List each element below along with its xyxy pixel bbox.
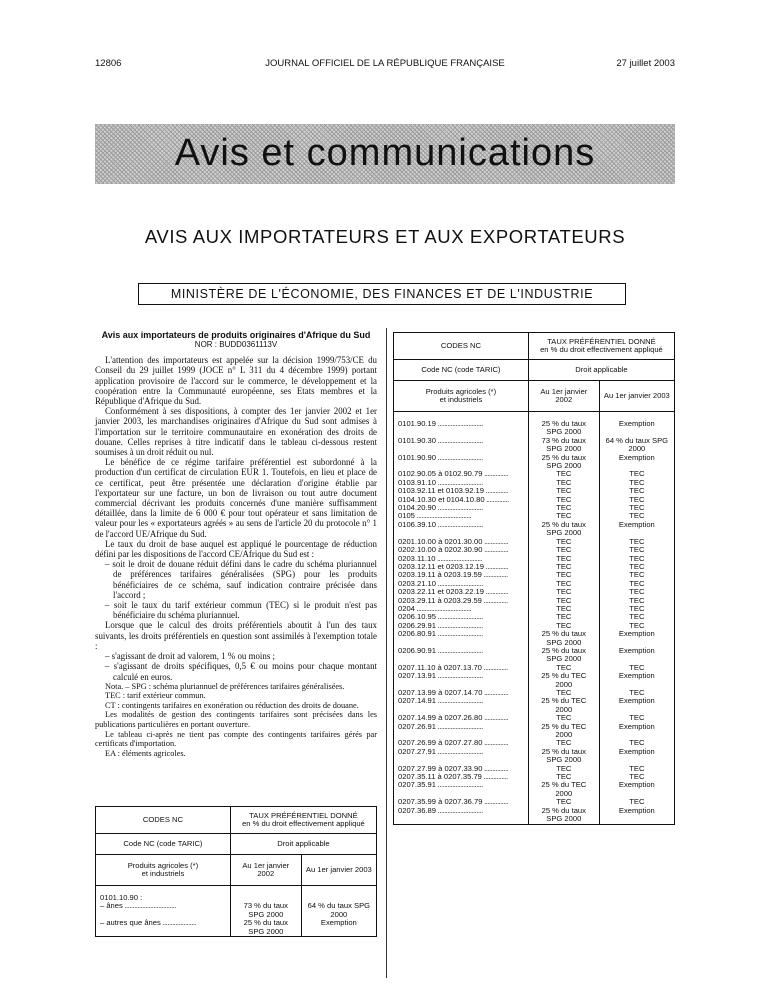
- cell-2002: TEC: [528, 689, 599, 697]
- code-text: 0207.35.11 à 0207.35.79: [398, 773, 482, 782]
- table-header-row: [394, 333, 675, 360]
- header-jan-2002: Au 1er janvier 2002: [528, 381, 599, 412]
- cell-2002: 25 % du TEC 2000: [528, 723, 599, 740]
- header-produits: [96, 855, 231, 886]
- header-produits-line1: Produits agricoles (*): [127, 860, 199, 870]
- cell-code: [394, 555, 529, 563]
- table-row: [394, 807, 675, 824]
- code-text: 0207.26.99 à 0207.27.80: [398, 739, 483, 748]
- table-row: [394, 781, 675, 798]
- issue-date: 27 juillet 2003: [616, 58, 675, 69]
- cell-code: [394, 597, 529, 605]
- cell-code: [394, 739, 529, 747]
- cell-2002: 25 % du taux SPG 2000: [528, 647, 599, 664]
- table-row: [394, 697, 675, 714]
- cell-2002: 73 % du taux SPG 2000: [528, 437, 599, 454]
- cell-2003: TEC: [599, 773, 674, 781]
- code-text: 0101.90.30: [398, 436, 437, 445]
- cell-code: [394, 563, 529, 571]
- cell-2002: TEC: [528, 597, 599, 605]
- cell-2003: TEC: [599, 470, 674, 478]
- table-row: [96, 902, 377, 919]
- leader-dots: ..............: [484, 588, 509, 597]
- code-text: 0203.21.10: [398, 579, 437, 588]
- cell-code: [394, 588, 529, 596]
- paragraph: Conformément à ses dispositions, à compter des 1er janvier 2002 et 1er janvier 2003, les marchandises originaires d'Afrique du Sud sont admises à l'importation sur le territoire communautaire en exonération des droits de douane. Celles reprises à titre indicatif dans le tableau ci-dessous restent soumises à un droit réduit ou nul.: [95, 406, 377, 458]
- cell-2002: TEC: [528, 580, 599, 588]
- leader-dots: ...............: [482, 739, 509, 748]
- cell-2002: TEC: [528, 622, 599, 630]
- cell-code: [394, 613, 529, 621]
- cell-2003: TEC: [599, 664, 674, 672]
- header-taux-line2: en % du droit effectivement appliqué: [242, 819, 365, 828]
- cell-2003: TEC: [599, 689, 674, 697]
- code-text: 0207.27.99 à 0207.33.90: [398, 764, 483, 773]
- cell-2002: TEC: [528, 512, 599, 520]
- note: Le tableau ci-après ne tient pas compte des contingents tarifaires gérés par certificats d'importation.: [95, 729, 377, 749]
- cell-2003: TEC: [599, 580, 674, 588]
- section-banner: [95, 124, 675, 184]
- leader-dots: ..............: [484, 495, 509, 504]
- cell-code: [394, 546, 529, 554]
- cell-2003: Exemption: [599, 672, 674, 689]
- cell-2002: 25 % du TEC 2000: [528, 672, 599, 689]
- leader-dots: ...............: [482, 714, 509, 723]
- cell-code: [394, 538, 529, 546]
- cell-2003: TEC: [599, 613, 674, 621]
- header-produits: [394, 381, 529, 412]
- cell-2002: 73 % du taux SPG 2000: [230, 902, 301, 919]
- leader-dots: ...............: [481, 773, 508, 782]
- cell-code: [394, 496, 529, 504]
- header-jan-2002: Au 1er janvier 2002: [230, 855, 301, 886]
- header-droit: Droit applicable: [230, 834, 376, 855]
- table-row: [394, 521, 675, 538]
- header-droit: Droit applicable: [528, 360, 674, 381]
- code-text: 0204: [398, 604, 415, 613]
- leader-dots: ............................: [436, 520, 483, 529]
- table-row: [394, 630, 675, 647]
- code-text: 0103.92.11 et 0103.92.19: [398, 487, 485, 496]
- table-row: [394, 420, 675, 437]
- cell-code: [394, 521, 529, 538]
- code-text: 0102.90.05 à 0102.90.79: [398, 470, 483, 479]
- header-produits-line1: Produits agricoles (*): [425, 386, 497, 396]
- leader-dots: ...............: [482, 537, 509, 546]
- cell-2003: 64 % du taux SPG 2000: [599, 437, 674, 454]
- cell-code: [394, 798, 529, 806]
- cell-2002: TEC: [528, 765, 599, 773]
- notice-column: [95, 330, 377, 758]
- header-codes: CODES NC: [96, 807, 231, 834]
- cell-2003: TEC: [599, 798, 674, 806]
- cell-2003: TEC: [599, 622, 674, 630]
- cell-2003: TEC: [599, 739, 674, 747]
- cell-2002: TEC: [528, 739, 599, 747]
- header-taux-line1: TAUX PRÉFÉRENTIEL DONNÉ: [249, 810, 358, 820]
- bullet: – soit le taux du tarif extérieur commun (TEC) si le produit n'est pas bénéficiaire du schéma pluriannuel.: [105, 600, 377, 621]
- cell-2002: TEC: [528, 504, 599, 512]
- table-row: [394, 672, 675, 689]
- leader-dots: ...............: [481, 571, 508, 580]
- cell-2002: TEC: [528, 605, 599, 613]
- cell-2002: 25 % du TEC 2000: [528, 781, 599, 798]
- leader-dots: ............................: [436, 722, 483, 731]
- code-text: 0207.13.99 à 0207.14.70: [398, 689, 483, 697]
- leader-dots: ...............: [482, 764, 509, 773]
- cell-2003: Exemption: [599, 781, 674, 798]
- cell-2003: Exemption: [599, 748, 674, 765]
- cell-code: [394, 807, 529, 824]
- cell-code: [394, 664, 529, 672]
- cell-2003: Exemption: [599, 807, 674, 824]
- cell-2002: TEC: [528, 546, 599, 554]
- leader-dots: ............................: [436, 579, 483, 588]
- nor-reference: NOR : BUDD0361113V: [194, 340, 278, 349]
- cell-2002: TEC: [528, 470, 599, 478]
- table-row: [394, 723, 675, 740]
- code-text: 0101.10.90 :: [100, 894, 143, 902]
- cell-2003: TEC: [599, 765, 674, 773]
- leader-dots: ............................: [436, 630, 483, 639]
- table-spacer-row: [96, 886, 377, 895]
- cell-code: [394, 714, 529, 722]
- cell-code: [394, 504, 529, 512]
- page-number: 12806: [95, 58, 122, 69]
- leader-dots: ............................: [436, 646, 483, 655]
- table-row: [394, 454, 675, 471]
- note: TEC : tarif extérieur commun.: [105, 691, 206, 701]
- cell-2003: TEC: [599, 597, 674, 605]
- code-text: 0206.80.91: [398, 630, 437, 639]
- leader-dots: ...............: [482, 470, 509, 479]
- cell-2002: TEC: [528, 773, 599, 781]
- spacer-cell: [230, 886, 301, 895]
- cell-2003: TEC: [599, 496, 674, 504]
- leader-dots: .....................: [160, 919, 197, 928]
- table-row: [96, 919, 377, 936]
- table-header-row: [96, 834, 377, 855]
- cell-2002: 25 % du taux SPG 2000: [528, 521, 599, 538]
- cell-code: [394, 773, 529, 781]
- leader-dots: ..................................: [414, 512, 472, 521]
- leader-dots: ............................: [436, 613, 483, 622]
- table-header-row: [394, 381, 675, 412]
- paragraph: Lorsque que le calcul des droits préférentiels aboutit à l'un des taux suivants, les droits préférentiels en question sont assimilés à l'exemption totale :: [95, 620, 377, 651]
- cell-2003: TEC: [599, 563, 674, 571]
- cell-code: [394, 479, 529, 487]
- cell-2002: TEC: [528, 496, 599, 504]
- cell-code: [394, 630, 529, 647]
- note: EA : éléments agricoles.: [105, 748, 186, 758]
- cell-code: [96, 902, 231, 919]
- cell-2003: TEC: [599, 512, 674, 520]
- code-text: 0101.90.19: [398, 420, 437, 428]
- leader-dots: ............................: [436, 436, 483, 445]
- header-taux: [528, 333, 674, 360]
- code-text: 0203.11.10: [398, 554, 436, 563]
- cell-code: [394, 689, 529, 697]
- cell-code: [394, 454, 529, 471]
- cell-2002: 25 % du taux SPG 2000: [528, 748, 599, 765]
- page-header: [95, 58, 675, 72]
- cell-code: [394, 437, 529, 454]
- cell-2002: TEC: [528, 479, 599, 487]
- code-text: 0207.26.91: [398, 722, 437, 731]
- header-codes: CODES NC: [394, 333, 529, 360]
- code-text: 0106.39.10: [398, 520, 437, 529]
- cell-code: [394, 647, 529, 664]
- leader-dots: ................................: [122, 902, 176, 911]
- cell-2003: TEC: [599, 546, 674, 554]
- leader-dots: ............................: [436, 806, 483, 815]
- cell-code: [394, 420, 529, 437]
- cell-code: [394, 571, 529, 579]
- ministry-box: MINISTÈRE DE L'ÉCONOMIE, DES FINANCES ET DE L'INDUSTRIE: [138, 283, 626, 305]
- cell-2003: Exemption: [599, 647, 674, 664]
- header-taux: [230, 807, 376, 834]
- code-text: 0203.29.11 à 0203.29.59: [398, 596, 482, 605]
- leader-dots: ............................: [436, 781, 483, 790]
- code-text: 0207.14.91: [398, 697, 437, 706]
- cell-code: [394, 580, 529, 588]
- cell-code: [394, 748, 529, 765]
- cell-code: [394, 470, 529, 478]
- leader-dots: ............................: [436, 420, 483, 428]
- cell-code: [394, 512, 529, 520]
- cell-code: [394, 765, 529, 773]
- spacer-cell: [301, 886, 376, 895]
- cell-2003: TEC: [599, 605, 674, 613]
- cell-2002: TEC: [528, 588, 599, 596]
- cell-2003: Exemption: [301, 919, 376, 936]
- code-text: 0207.36.89: [398, 806, 437, 815]
- code-text: – autres que ânes: [100, 919, 161, 928]
- leader-dots: ..................................: [414, 604, 472, 613]
- code-text: 0207.14.99 à 0207.26.80: [398, 714, 483, 723]
- code-text: 0206.90.91: [398, 646, 437, 655]
- code-text: 0206.10.95: [398, 613, 437, 622]
- cell-code: [394, 723, 529, 740]
- leader-dots: ............................: [436, 621, 483, 630]
- tariff-table-left: [95, 806, 377, 937]
- bullet: – s'agissant de droits spécifiques, 0,5 € ou moins pour chaque montant calculé en euros.: [105, 661, 377, 682]
- cell-2003: Exemption: [599, 454, 674, 471]
- journal-title: JOURNAL OFFICIEL DE LA RÉPUBLIQUE FRANÇAISE: [265, 58, 505, 69]
- cell-2003: TEC: [599, 538, 674, 546]
- code-text: 0203.12.11 et 0203.12.19: [398, 562, 485, 571]
- header-produits-line2: et industriels: [439, 395, 483, 404]
- code-text: 0207.35.91: [398, 781, 437, 790]
- leader-dots: ............................: [436, 453, 483, 462]
- header-produits-line2: et industriels: [141, 869, 185, 878]
- code-text: 0105: [398, 512, 415, 521]
- header-jan-2003: Au 1er janvier 2003: [599, 381, 674, 412]
- leader-dots: ............................: [436, 697, 483, 706]
- spacer-cell: [394, 412, 529, 421]
- tariff-table-right: [393, 332, 675, 825]
- header-code-taric: Code NC (code TARIC): [394, 360, 529, 381]
- code-text: 0203.19.11 à 0203.19.59: [398, 571, 482, 580]
- leader-dots: ...............: [482, 798, 509, 807]
- paragraph: L'attention des importateurs est appelée sur la décision 1999/753/CE du Conseil du 29 juillet 1999 (JOCE n° L 311 du 4 décembre 1999) portant application provisoire de l'accord sur le commerce, le développement et la coopération entre la Communauté européenne, ses Etats membres et la République d'Afrique du Sud.: [95, 355, 377, 407]
- cell-2003: TEC: [599, 504, 674, 512]
- code-text: – ânes: [100, 902, 123, 911]
- leader-dots: ............................: [435, 554, 483, 563]
- leader-dots: ............................: [436, 747, 483, 756]
- header-taux-line2: en % du droit effectivement appliqué: [540, 345, 663, 354]
- code-text: 0104.10.30 et 0104.10.80: [398, 495, 485, 504]
- cell-2003: Exemption: [599, 521, 674, 538]
- note: Les modalités de gestion des contingents tarifaires sont précisées dans les publications particulières en portant ouverture.: [95, 710, 377, 730]
- leader-dots: ..............: [484, 487, 509, 496]
- table-row: [394, 748, 675, 765]
- leader-dots: ...............: [481, 596, 508, 605]
- cell-code: [394, 697, 529, 714]
- bullet: – s'agissant de droit ad valorem, 1 % ou moins ;: [105, 651, 275, 662]
- header-jan-2003: Au 1er janvier 2003: [301, 855, 376, 886]
- cell-2002: TEC: [528, 538, 599, 546]
- table-header-row: [394, 360, 675, 381]
- cell-2003: TEC: [599, 571, 674, 579]
- code-text: 0202.10.00 à 0202.30.90: [398, 546, 483, 555]
- cell-code: [394, 672, 529, 689]
- cell-code: [394, 622, 529, 630]
- leader-dots: ...............: [481, 663, 508, 672]
- table-row: [394, 647, 675, 664]
- cell-code: [394, 605, 529, 613]
- leader-dots: ............................: [436, 478, 483, 487]
- cell-2002: TEC: [528, 571, 599, 579]
- cell-2003: 64 % du taux SPG 2000: [301, 902, 376, 919]
- cell-2002: TEC: [528, 714, 599, 722]
- cell-2003: Exemption: [599, 630, 674, 647]
- column-divider: [386, 328, 387, 978]
- header-taux-line1: TAUX PRÉFÉRENTIEL DONNÉ: [547, 336, 656, 346]
- code-text: 0104.20.90: [398, 504, 437, 513]
- cell-2003: TEC: [599, 555, 674, 563]
- right-table-wrap: [393, 332, 675, 825]
- leader-dots: ...............: [482, 689, 509, 697]
- spacer-cell: [96, 886, 231, 895]
- cell-2002: TEC: [528, 798, 599, 806]
- table-header-row: [96, 807, 377, 834]
- paragraph: Le taux du droit de base auquel est appliqué le pourcentage de réduction défini par les dispositions de l'accord CE/Afrique du Sud est :: [95, 538, 377, 560]
- leader-dots: ..............: [484, 562, 509, 571]
- bullet: – soit le droit de douane réduit défini dans le cadre du schéma pluriannuel de préférences tarifaires généralisées (SPG) pour les produits bénéficiaires de ce schéma, sauf indication contraire précisée dans l'accord ;: [105, 559, 377, 600]
- cell-2002: 25 % du taux SPG 2000: [230, 919, 301, 936]
- cell-2002: TEC: [528, 487, 599, 495]
- cell-2002: 25 % du taux SPG 2000: [528, 807, 599, 824]
- code-text: 0207.27.91: [398, 747, 437, 756]
- table-row: [394, 437, 675, 454]
- code-text: 0103.91.10: [398, 478, 437, 487]
- header-code-taric: Code NC (code TARIC): [96, 834, 231, 855]
- cell-2003: TEC: [599, 588, 674, 596]
- cell-2003: TEC: [599, 487, 674, 495]
- cell-2002: TEC: [528, 613, 599, 621]
- cell-2003: Exemption: [599, 723, 674, 740]
- paragraph: Le bénéfice de ce régime tarifaire préférentiel est subordonné à la production d'un certificat de circulation EUR 1. Toutefois, en lieu et place de ce certificat, peut être présentée une déclaration d'origine établie par l'exportateur sur une facture, un bon de livraison ou tout autre document commercial décrivant les produits concernés d'une manière suffisamment détaillée, dans la limite de 6 000 € pour tout opérateur et sans limitation de valeur pour les « exportateurs agréés » au sens de l'article 20 du protocole n° 1 de l'accord UE/Afrique du Sud.: [95, 457, 377, 539]
- code-text: 0101.90.90: [398, 453, 437, 462]
- code-text: 0206.29.91: [398, 621, 437, 630]
- cell-2002: 25 % du TEC 2000: [528, 697, 599, 714]
- code-text: 0207.11.10 à 0207.13.70: [398, 663, 482, 672]
- cell-2002: 25 % du taux SPG 2000: [528, 630, 599, 647]
- section-title: AVIS AUX IMPORTATEURS ET AUX EXPORTATEURS: [144, 226, 626, 247]
- cell-code: [394, 487, 529, 495]
- cell-2002: TEC: [528, 563, 599, 571]
- leader-dots: ............................: [436, 672, 483, 681]
- cell-2002: TEC: [528, 664, 599, 672]
- code-text: 0207.13.91: [398, 672, 437, 681]
- note: CT : contingents tarifaires en exonération ou réduction des droits de douane.: [105, 700, 359, 710]
- code-text: 0207.35.99 à 0207.36.79: [398, 798, 483, 807]
- left-table-wrap: [95, 806, 377, 937]
- cell-2002: TEC: [528, 555, 599, 563]
- cell-code: [394, 781, 529, 798]
- code-text: 0201.10.00 à 0201.30.00: [398, 537, 483, 546]
- note: Nota. – SPG : schéma pluriannuel de préférences tarifaires généralisées.: [105, 681, 345, 691]
- cell-2003: TEC: [599, 479, 674, 487]
- table-header-row: [96, 855, 377, 886]
- cell-2003: Exemption: [599, 697, 674, 714]
- cell-code: [96, 894, 231, 902]
- leader-dots: ............................: [436, 504, 483, 513]
- cell-2003: TEC: [599, 714, 674, 722]
- banner-title: Avis et communications: [174, 132, 596, 174]
- code-text: 0203.22.11 et 0203.22.19: [398, 588, 485, 597]
- cell-2002: 25 % du taux SPG 2000: [528, 420, 599, 437]
- cell-2002: 25 % du taux SPG 2000: [528, 454, 599, 471]
- notice-title: Avis aux importateurs de produits originaires d'Afrique du Sud: [101, 330, 371, 340]
- cell-code: [96, 919, 231, 936]
- cell-2003: Exemption: [599, 420, 674, 437]
- leader-dots: ...............: [482, 546, 509, 555]
